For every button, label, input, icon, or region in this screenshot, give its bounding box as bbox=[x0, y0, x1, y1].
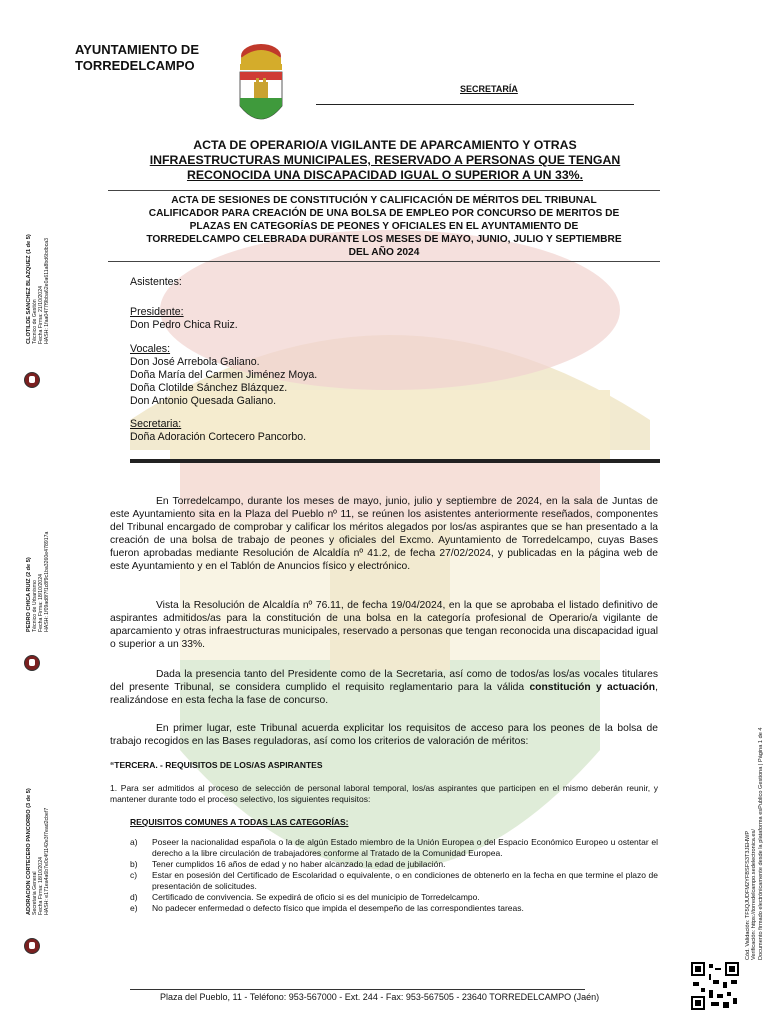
president-name: Don Pedro Chica Ruiz. bbox=[130, 319, 238, 331]
signature-block: PEDRO CHICA RUIZ (2 de 5) Técnico de Urbanismo Fecha Firma: 18/10/2024 HASH: 1f09ad8f7f1c8f9c1ba3260e478917a bbox=[26, 531, 50, 632]
vocal-name: Doña Clotilde Sánchez Blázquez. bbox=[130, 382, 288, 394]
seal-icon bbox=[24, 938, 40, 954]
list-item: d) Certificado de convivencia. Se expedirá de oficio si es del municipio de Torredelcampo. bbox=[130, 892, 480, 902]
vocales-label: Vocales: bbox=[130, 343, 171, 355]
vocal-name: Doña María del Carmen Jiménez Moya. bbox=[130, 369, 318, 381]
footer-address: Plaza del Pueblo, 11 - Teléfono: 953-567000 - Ext. 244 - Fax: 953-567505 - 23640 TORREDELCAMPO (Jaén) bbox=[160, 992, 600, 1002]
secretary-name: Doña Adoración Cortecero Pancorbo. bbox=[130, 431, 307, 443]
signature-block: ADORACION CORTECERO PANCORBO (3 de 5) Secretaria General Fecha Firma: 18/10/2024 HASH: e171ea4a6b7e0c4f1142e3f7ead2cbef7 bbox=[26, 788, 50, 915]
secretary-label: Secretaria: bbox=[130, 418, 182, 430]
section-divider bbox=[130, 459, 660, 463]
department-divider bbox=[316, 104, 634, 105]
paragraph-2: Vista la Resolución de Alcaldía nº 76.11, de fecha 19/04/2024, en la que se aprobaba el listado definitivo de aspirantes admitidos/as para la constitución de una bolsa en la categoría profesional de Operario/a vigilante de aparcamiento y otras infraestructuras municipales, reservado a personas que tengan reconocida una discapacidad igual o superior a un 33%. bbox=[110, 600, 658, 650]
paragraph-4: En primer lugar, este Tribunal acuerda explicitar los requisitos de acceso para los peones de la bolsa de trabajo recogidos en las Bases reguladoras, así como los criterios de valoración de méritos: bbox=[110, 723, 658, 747]
department-label: SECRETARÍA bbox=[460, 84, 518, 94]
seal-icon bbox=[24, 655, 40, 671]
attendees-label: Asistentes: bbox=[130, 276, 182, 288]
paragraph-3: Dada la presencia tanto del Presidente como de la Secretaria, así como de todos/as los/as vocales titulares del presente Tribunal, se considera cumplido el requisito reglamentario para la válida constitución y actuación, realizándose en esta fecha la fase de concurso. bbox=[110, 669, 658, 706]
list-item: b) Tener cumplidos 16 años de edad y no haber alcanzado la edad de jubilación. bbox=[130, 859, 446, 869]
paragraph-5: 1. Para ser admitidos al proceso de selección de personal laboral temporal, los/as aspirantes que participen en el mismo deberán reunir, y mantener durante todo el proceso selectivo, los siguientes requisitos: bbox=[110, 783, 658, 804]
session-title: ACTA DE SESIONES DE CONSTITUCIÓN Y CALIFICACIÓN DE MÉRITOS DEL TRIBUNAL CALIFICADOR PARA CREACIÓN DE UNA BOLSA DE EMPLEO POR CONCURSO DE MERITOS DE PLAZAS EN CATEGORÍAS DE PEONES Y OFICIALES EN EL AYUNTAMIENTO DE TORREDELCAMPO CELEBRADA DURANTE LOS MESES DE MAYO, JUNIO, JULIO Y SEPTIEMBRE DEL AÑO 2024 bbox=[146, 195, 622, 258]
president-section bbox=[130, 306, 238, 332]
organization-name: AYUNTAMIENTO DE TORREDELCAMPO bbox=[75, 42, 199, 73]
signature-block: CLOTILDE SANCHEZ BLAZQUEZ (1 de 5) Técnico de Gestión Fecha Firma: 21/10/2024 HASH: 1faa0477f9bba62e0a611a8bd6bdbca3 bbox=[26, 234, 50, 344]
document-title: ACTA DE OPERARIO/A VIGILANTE DE APARCAMIENTO Y OTRAS INFRAESTRUCTURAS MUNICIPALES, RESERVADO A PERSONAS QUE TENGAN RECONOCIDA UNA DISCAPACIDAD IGUAL O SUPERIOR A UN 33%. bbox=[149, 138, 621, 182]
section-heading: “TERCERA. - REQUISITOS DE LOS/AS ASPIRANTES bbox=[110, 760, 323, 770]
secretary-section bbox=[130, 418, 306, 444]
requirements-heading: REQUISITOS COMUNES A TODAS LAS CATEGORÍAS: bbox=[130, 817, 349, 827]
vocal-name: Don José Arrebola Galiano. bbox=[130, 356, 260, 368]
list-item: c) Estar en posesión del Certificado de Escolaridad o equivalente, o en condiciones de obtenerlo en la fecha en que termine el plazo de presentación de solicitudes. bbox=[130, 870, 658, 891]
footer-divider bbox=[130, 989, 585, 990]
list-item: a) Poseer la nacionalidad española o la de algún Estado miembro de la Unión Europea o del Espacio Económico Europeo u ostentar el derecho a la libre circulación de trabajadores conforme al Tratado de la Comunidad Europea. bbox=[130, 837, 658, 858]
bold-phrase: constitución y actuación bbox=[529, 682, 656, 693]
vocales-section bbox=[130, 343, 317, 408]
requirements-list bbox=[130, 837, 658, 914]
president-label: Presidente: bbox=[130, 306, 184, 318]
coat-of-arms-icon bbox=[232, 40, 290, 132]
seal-icon bbox=[24, 372, 40, 388]
verification-link[interactable]: Verificación: https://torredelcampo.sedelectronica.es/ bbox=[751, 829, 758, 960]
verification-text: Cód. Validación: TF5QJUDFM2YFBSFS3T3JEHWP Verificación: https://torredelcampo.sedelectronica.es/ Documento firmado electrónicamente desde la plataforma esPublico Gestiona | Página 1 de 4 bbox=[745, 727, 764, 960]
paragraph-1: En Torredelcampo, durante los meses de mayo, junio, julio y septiembre de 2024, en la sala de Juntas de este Ayuntamiento sita en la Plaza del Pueblo nº 11, se reúnen los asistentes anteriormente reseñados, componentes del Tribunal encargado de comprobar y calificar los méritos alegados por los/as aspirantes que se han presentado a la creación de una bolsa de trabajo de peones y oficiales del Excmo. Ayuntamiento de Torredelcampo, cuyas Bases fueron aprobadas mediante Resolución de Alcaldía nº 41.2, de fecha 27/02/2024, y publicadas en la página web de este Ayuntamiento y en el Tablón de Anuncios físico y electrónico. bbox=[110, 496, 658, 572]
list-item: e) No padecer enfermedad o defecto físico que impida el desempeño de las correspondientes tareas. bbox=[130, 903, 524, 913]
qr-code-icon bbox=[691, 962, 739, 1010]
vocal-name: Don Antonio Quesada Galiano. bbox=[130, 395, 277, 407]
